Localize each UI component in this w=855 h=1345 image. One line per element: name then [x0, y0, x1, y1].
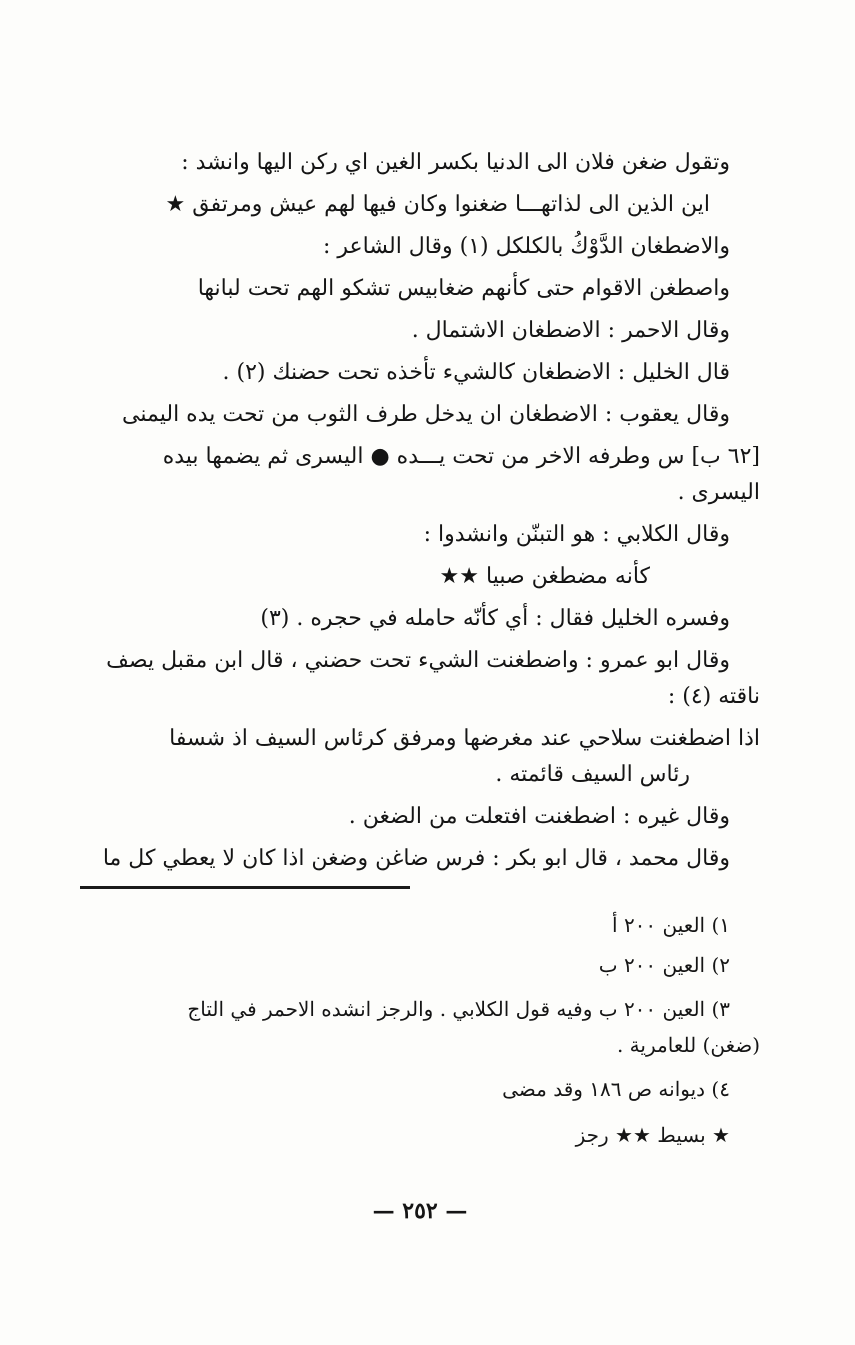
text-line-2: والاضطغان الدَّوْكُ بالكلكل (١) وقال الشاعر : — [323, 234, 730, 259]
metre-legend: ★ بسيط ★★ رجز — [575, 1123, 730, 1147]
text-line-5: وقال يعقوب : الاضطغان ان يدخل طرف الثوب من تحت يده اليمنى — [122, 402, 730, 427]
footnote-2: ٢) العين ٢٠٠ ب — [598, 953, 730, 977]
text-line-10: وقال ابو عمرو : واضطغنت الشيء تحت حضني ، قال ابن مقبل يصف — [106, 648, 730, 673]
text-line-12: رئاس السيف قائمته . — [495, 762, 690, 787]
verse-line-4: اذا اضطغنت سلاحي عند مغرضها ومرفق كرئاس السيف اذ شسفا — [169, 726, 760, 751]
document-page — [80, 148, 760, 1268]
text-line-13: وقال غيره : اضطغنت افتعلت من الضغن . — [348, 804, 730, 829]
page-number: — ٢٥٢ — — [372, 1198, 468, 1224]
text-line-8: وقال الكلابي : هو التبنّن وانشدوا : — [423, 522, 730, 547]
footnote-1: ١) العين ٢٠٠ أ — [612, 913, 730, 937]
text-line-6: [٦٢ ب] س وطرفه الاخر من تحت يـــده ● اليسرى ثم يضمها بيده — [162, 444, 760, 469]
text-line-1: وتقول ضغن فلان الى الدنيا بكسر الغين اي ركن اليها وانشد : — [181, 150, 730, 175]
text-line-4: قال الخليل : الاضطغان كالشيء تأخذه تحت حضنك (٢) . — [222, 360, 730, 385]
footnote-3-continued: (ضغن) للعامرية . — [616, 1033, 760, 1057]
verse-line-3: كأنه مضطغن صبيا ★★ — [439, 564, 650, 589]
text-line-3: وقال الاحمر : الاضطغان الاشتمال . — [411, 318, 730, 343]
text-line-7: اليسرى . — [677, 480, 760, 505]
text-line-14: وقال محمد ، قال ابو بكر : فرس ضاغن وضغن اذا كان لا يعطي كل ما — [102, 846, 730, 871]
footnote-separator — [80, 886, 410, 889]
verse-line-1: اين الذين الى لذاتهـــا ضغنوا وكان فيها لهم عيش ومرتفق ★ — [165, 192, 710, 217]
footnote-4: ٤) ديوانه ص ١٨٦ وقد مضى — [502, 1077, 730, 1101]
text-line-11: ناقته (٤) : — [667, 684, 760, 709]
footnote-3: ٣) العين ٢٠٠ ب وفيه قول الكلابي . والرجز انشده الاحمر في التاج — [187, 997, 730, 1021]
text-line-9: وفسره الخليل فقال : أي كأنّه حامله في حجره . (٣) — [260, 606, 730, 631]
verse-line-2: واصطغن الاقوام حتى كأنهم ضغابيس تشكو الهم تحت لبانها — [197, 276, 730, 301]
